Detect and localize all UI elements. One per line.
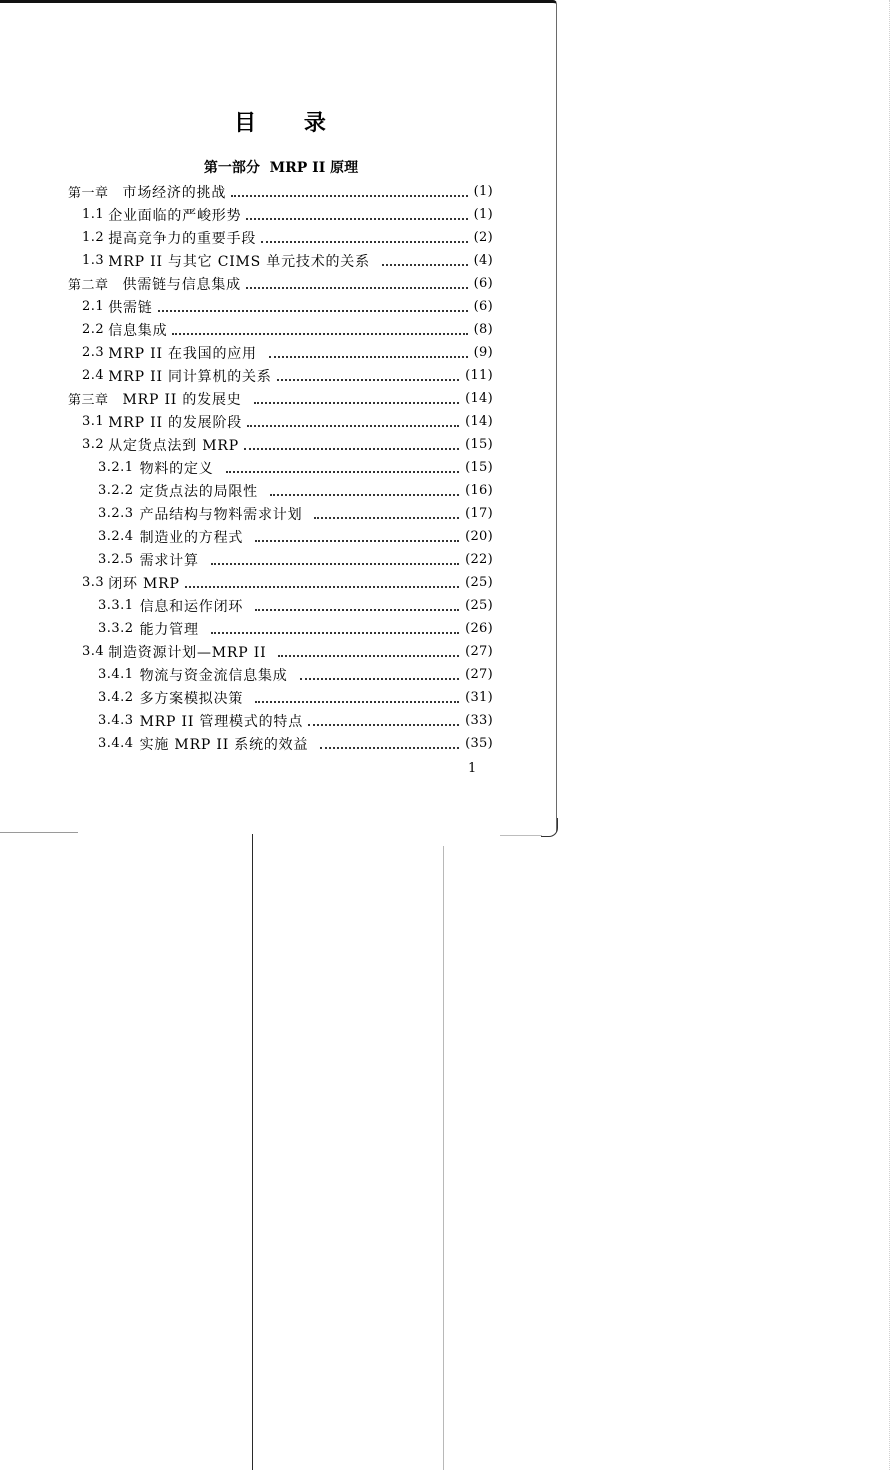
toc-entry-title: 制造业的方程式 bbox=[139, 529, 244, 546]
toc-leader bbox=[185, 586, 459, 588]
toc-entry-number: 3.2.5 bbox=[98, 552, 134, 567]
toc-page-number: (22) bbox=[465, 552, 493, 567]
toc-entry-number: 1.1 bbox=[82, 207, 105, 222]
toc-entry-title: 提高竞争力的重要手段 bbox=[108, 230, 257, 247]
toc-page-number: (25) bbox=[465, 575, 493, 590]
toc-entry-title: 市场经济的挑战 bbox=[122, 184, 227, 201]
toc-leader bbox=[246, 287, 468, 289]
toc-entry bbox=[0, 318, 493, 341]
table-of-contents bbox=[0, 180, 493, 755]
toc-entry bbox=[0, 433, 493, 456]
toc-page-number: (17) bbox=[465, 506, 493, 521]
toc-leader bbox=[247, 425, 459, 427]
toc-entry-title: 企业面临的严峻形势 bbox=[108, 207, 242, 224]
toc-entry-number: 3.4.2 bbox=[98, 690, 134, 705]
toc-entry-title: 需求计算 bbox=[139, 552, 199, 569]
toc-entry-title: MRP II 在我国的应用 bbox=[108, 345, 257, 362]
toc-entry-number: 3.4 bbox=[82, 644, 105, 659]
toc-page-number: (35) bbox=[465, 736, 493, 751]
toc-entry-number: 3.3.1 bbox=[98, 598, 134, 613]
toc-leader bbox=[231, 195, 468, 197]
toc-leader bbox=[226, 471, 460, 473]
toc-page-number: (20) bbox=[465, 529, 493, 544]
toc-leader bbox=[254, 402, 460, 404]
toc-entry bbox=[0, 594, 493, 617]
page-bottom-edge-right bbox=[500, 835, 542, 836]
toc-leader bbox=[255, 701, 459, 703]
toc-leader bbox=[269, 356, 468, 358]
toc-leader bbox=[278, 655, 459, 657]
toc-entry-number: 第一章 bbox=[68, 186, 109, 201]
toc-leader bbox=[172, 333, 467, 335]
toc-leader bbox=[277, 379, 459, 381]
page-corner-curl bbox=[541, 818, 558, 837]
toc-entry-number: 3.4.1 bbox=[98, 667, 134, 682]
toc-entry-title: 产品结构与物料需求计划 bbox=[139, 506, 303, 523]
toc-entry bbox=[0, 387, 493, 410]
toc-entry bbox=[0, 571, 493, 594]
toc-entry-number: 3.2.1 bbox=[98, 460, 134, 475]
toc-entry-title: MRP II 同计算机的关系 bbox=[108, 368, 272, 385]
toc-leader bbox=[300, 678, 460, 680]
toc-leader bbox=[158, 310, 468, 312]
toc-leader bbox=[211, 632, 459, 634]
toc-entry bbox=[0, 640, 493, 663]
toc-entry bbox=[0, 410, 493, 433]
toc-page-number: (25) bbox=[465, 598, 493, 613]
toc-page-number: (14) bbox=[465, 414, 493, 429]
toc-entry bbox=[0, 203, 493, 226]
toc-entry-number: 3.2 bbox=[82, 437, 105, 452]
toc-leader bbox=[382, 264, 468, 266]
toc-entry-title: MRP II 管理模式的特点 bbox=[139, 713, 304, 730]
toc-entry bbox=[0, 456, 493, 479]
toc-page-number: (31) bbox=[465, 690, 493, 705]
toc-page-number: (15) bbox=[465, 437, 493, 452]
toc-entry-title: 供需链与信息集成 bbox=[122, 276, 241, 293]
toc-entry-number: 3.3 bbox=[82, 575, 105, 590]
toc-entry-title: 实施 MRP II 系统的效益 bbox=[139, 736, 309, 753]
toc-leader bbox=[261, 241, 467, 243]
toc-leader bbox=[320, 747, 459, 749]
toc-entry bbox=[0, 226, 493, 249]
toc-page-number: (11) bbox=[465, 368, 493, 383]
toc-entry bbox=[0, 548, 493, 571]
toc-entry bbox=[0, 341, 493, 364]
toc-entry-title: MRP II 与其它 CIMS 单元技术的关系 bbox=[108, 253, 370, 270]
toc-page-number: (8) bbox=[473, 322, 493, 337]
toc-entry-title: 多方案模拟决策 bbox=[139, 690, 244, 707]
toc-page-number: (33) bbox=[465, 713, 493, 728]
toc-entry-number: 2.4 bbox=[82, 368, 105, 383]
toc-entry-number: 3.1 bbox=[82, 414, 105, 429]
toc-entry-number: 2.3 bbox=[82, 345, 105, 360]
toc-entry bbox=[0, 249, 493, 272]
toc-page-number: (6) bbox=[473, 276, 493, 291]
scan-artifact-line-far bbox=[889, 0, 890, 1470]
toc-page-number: (6) bbox=[473, 299, 493, 314]
toc-leader bbox=[255, 609, 459, 611]
scan-artifact-line-light bbox=[443, 846, 444, 1470]
toc-leader bbox=[211, 563, 459, 565]
toc-entry bbox=[0, 525, 493, 548]
toc-page-number: (1) bbox=[473, 184, 493, 199]
toc-entry-number: 1.2 bbox=[82, 230, 105, 245]
toc-entry-title: MRP II 的发展阶段 bbox=[108, 414, 243, 431]
scan-artifact-line bbox=[252, 834, 253, 1470]
toc-entry-number: 1.3 bbox=[82, 253, 105, 268]
toc-page-number: (2) bbox=[473, 230, 493, 245]
toc-entry-number: 第二章 bbox=[68, 278, 109, 293]
toc-entry-title: 定货点法的局限性 bbox=[139, 483, 258, 500]
toc-leader bbox=[270, 494, 459, 496]
toc-entry bbox=[0, 180, 493, 203]
toc-page-number: (14) bbox=[465, 391, 493, 406]
toc-leader bbox=[255, 540, 459, 542]
toc-entry bbox=[0, 709, 493, 732]
page-bottom-edge bbox=[0, 832, 78, 833]
page-number: 1 bbox=[468, 761, 477, 776]
toc-entry-title: 物流与资金流信息集成 bbox=[139, 667, 288, 684]
toc-page-number: (9) bbox=[473, 345, 493, 360]
toc-entry-number: 2.1 bbox=[82, 299, 105, 314]
toc-page-number: (26) bbox=[465, 621, 493, 636]
toc-entry-title: 能力管理 bbox=[139, 621, 199, 638]
toc-entry-title: MRP II 的发展史 bbox=[122, 391, 242, 408]
toc-entry bbox=[0, 272, 493, 295]
toc-entry-title: 物料的定义 bbox=[139, 460, 214, 477]
toc-entry-title: 信息集成 bbox=[108, 322, 168, 339]
toc-entry-number: 3.2.4 bbox=[98, 529, 134, 544]
toc-entry bbox=[0, 663, 493, 686]
toc-entry bbox=[0, 686, 493, 709]
toc-page-number: (16) bbox=[465, 483, 493, 498]
toc-leader bbox=[314, 517, 459, 519]
toc-entry-number: 2.2 bbox=[82, 322, 105, 337]
toc-entry bbox=[0, 295, 493, 318]
toc-page-number: (27) bbox=[465, 644, 493, 659]
toc-entry bbox=[0, 479, 493, 502]
toc-entry bbox=[0, 732, 493, 755]
part-heading: 第一部分 MRP II 原理 bbox=[203, 160, 359, 176]
toc-page-number: (15) bbox=[465, 460, 493, 475]
toc-entry-title: 制造资源计划—MRP II bbox=[108, 644, 267, 661]
toc-entry-number: 3.2.2 bbox=[98, 483, 134, 498]
toc-entry-title: 供需链 bbox=[108, 299, 153, 316]
toc-leader bbox=[308, 724, 459, 726]
toc-page-number: (1) bbox=[473, 207, 493, 222]
toc-page-number: (4) bbox=[473, 253, 493, 268]
toc-entry-number: 3.2.3 bbox=[98, 506, 134, 521]
toc-entry bbox=[0, 502, 493, 525]
toc-entry-title: 从定货点法到 MRP bbox=[108, 437, 239, 454]
toc-entry-number: 第三章 bbox=[68, 393, 109, 408]
toc-entry bbox=[0, 364, 493, 387]
toc-entry bbox=[0, 617, 493, 640]
toc-entry-number: 3.4.4 bbox=[98, 736, 134, 751]
toc-entry-title: 闭环 MRP bbox=[108, 575, 180, 592]
toc-leader bbox=[244, 448, 459, 450]
toc-entry-number: 3.4.3 bbox=[98, 713, 134, 728]
page-title: 目 录 bbox=[234, 110, 326, 136]
toc-leader bbox=[246, 218, 467, 220]
toc-page-number: (27) bbox=[465, 667, 493, 682]
toc-entry-number: 3.3.2 bbox=[98, 621, 134, 636]
toc-entry-title: 信息和运作闭环 bbox=[139, 598, 244, 615]
